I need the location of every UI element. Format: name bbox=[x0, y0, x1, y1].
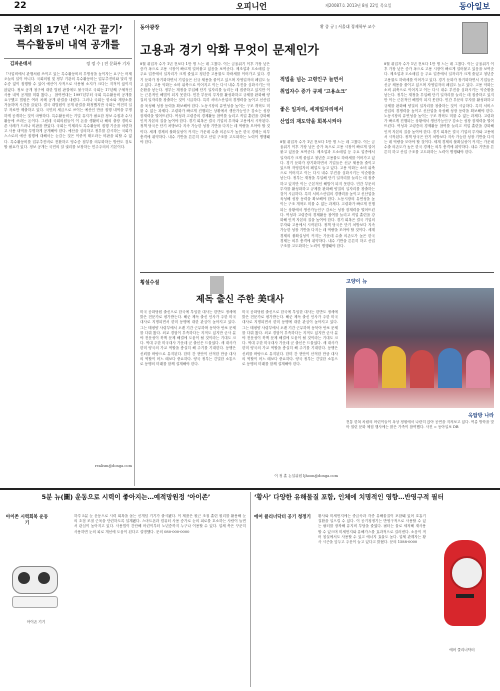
pullquote-line-2: 취업자수 증가 규제 ‘고용쇼크’ bbox=[280, 89, 347, 95]
product-image-1-caption: 아이존 기기 bbox=[26, 620, 46, 624]
left-column-body: 『사업비에서 관행처럼 쓰이고 있는 특수활동비의 투명성을 높이자는 요구는 어제오늘의 일이 아니다. 국회의원 및 정부 기관의 특수활동비는 업무추진비와 달리 영수증 없이 집행할 수 있어 예산이 사적으로 사용될 소지가 크다는 지적이 끊이지 않았다. 정보 공개 청구에 대한 법원 판결에도 불구하고 국회는 17년째 구체적인 사용 내역 공개를 미뤄 왔다.』 참여연대는 1997년부터 국회 특수활동비 공개를 요구했고 법원은 여러 차례 공개 판결을 내렸다. 그러나 국회는 항소와 재항소를 거듭하며 시간을 끌었다. 결국 대법원이 공개 판결을 확정했지만 국회는 여전히 일부 자료만 제출하고 있다. 국민의 세금으로 쓰이는 예산인 만큼 집행 내역을 투명하게 공개하는 것이 마땅하다. 특수활동비는 기밀 유지가 필요한 정보 수집과 수사 활동에 쓰라는 돈이다. 그런데 국회의원들이 이 돈을 생활비나 해외 출장 경비로 쓴 사례가 드러나 비판을 받았다. 국회는 이제라도 특수활동비 집행 기준을 마련하고 사용 내역을 투명하게 공개해야 한다. 예산을 심의하고 정부를 감시하는 국회가 스스로의 예산 집행에 대해서는 눈감는 것은 이중적 태도라는 비판을 피할 수 없다. 특수활동비를 업무추진비로 전환하고 영수증 첨부를 의무화하는 방안도 검토할 필요가 있다. 정보 공개는 국민의 알 권리를 보장하는 민주주의의 기본이다. bbox=[4, 72, 132, 149]
bottom-right-headline: ‘황사’ 다양한 유해물질 포함, 인체에 치명적인 영향…반영구적 필터 bbox=[254, 493, 444, 501]
sub-column-email: 이 정 훈 논설위원 ljhoon@donga.com bbox=[274, 474, 338, 478]
bottom-right-body: 황사와 미세먼지에는 중금속과 각종 유해물질이 포함돼 있어 호흡기 질환을 일으킬 수 있다. 이 공기청정기는 반영구적으로 사용할 수 있는 필터를 장착해 유지비 부담을 줄였다. 필터는 물로 세척해 재사용할 수 있으며 미세먼지와 유해가스를 효과적으로 걸러낸다. 소음이 적어 침실에서도 사용할 수 있고 에너지 효율도 높다. 업체 관계자는 황사 시즌을 앞두고 주문이 늘고 있다고 밝혔다. 문의 1588-0000 bbox=[318, 514, 426, 545]
bottom-right-sub: 에어 클리너닥터 공기 청정기 bbox=[254, 515, 311, 520]
main-body-col2: 8월 취업자 수가 1년 전보다 1만 명 느는 데 그쳤다. 이는 금융위기 이후 가장 낮은 증가 폭으로 고용 시장이 빠르게 얼어붙고 있음을 보여준다. 제조업과 도소매업 등 주요 업종에서 일자리가 크게 줄었고 청년층 고용률도 하락세를 이어가고 있다. 경기 둔화가 장기화하면서 기업들은 신규 채용을 줄이고 있으며 자영업자의 폐업도 늘고 있다. 고용 악화는 소비 위축으로 이어지고 이는 다시 내수 부진을 심화시키는 악순환을 낳는다. 정부는 재정을 투입해 단기 일자리를 늘리는 데 집중하고 있지만 이는 근본적인 해법이 되지 못한다. 민간 부문의 투자를 활성화하고 규제를 완화해 양질의 일자리를 창출하는 것이 시급하다. 특히 서비스산업의 경쟁력을 높이고 신산업을 육성해 성장 동력을 확보해야 한다. 노동시장의 유연성을 높이는 구조 개혁도 미룰 수 없는 과제다. 고령화가 빠르게 진행되는 상황에서 생산가능인구 감소는 성장 잠재력을 떨어뜨린다. 여성과 고령층의 경제활동 참여를 늘리고 직업 훈련을 강화해 인적 자본의 질을 높여야 한다. 경기 회복은 결국 기업의 투자와 고용에서 시작된다. 정책 당국은 단기 처방보다 지속 가능한 성장 기반을 다지는 데 역량을 모아야 할 것이다. 세계 경제의 불확실성이 커지는 가운데 수출 의존도가 높은 한국 경제는 외부 충격에 취약하다. 내수 기반을 튼튼히 하고 산업 구조를 고도화하는 노력이 병행돼야 한다. bbox=[280, 140, 375, 249]
sub-column bbox=[140, 276, 340, 484]
bottom-left-headline: 5분 뉴(圖) 운동으로 시력이 좋아지는…예적망원정 ‘아이존’ bbox=[41, 493, 211, 501]
main-headline: 고용과 경기 악화 무엇이 문제인가 bbox=[140, 43, 320, 57]
sub-column-author-photo bbox=[210, 276, 224, 294]
product-image-2-caption: 에어 클리너닥터 bbox=[449, 648, 475, 652]
bottom-right-article bbox=[254, 492, 496, 687]
left-column-tag: 김파운데서 bbox=[10, 62, 32, 67]
bottom-left-sub: 아이존 시력회복 운동기 bbox=[5, 515, 49, 526]
main-author: 황 종 규 | 서울대 경제학부 교수 bbox=[320, 24, 376, 29]
left-column-author: 정 정 수 | 전 문화부 기자 bbox=[86, 61, 130, 66]
pullquote-line-3: 좋은 일자리, 세계일자리에서 bbox=[280, 107, 344, 113]
news-photo bbox=[346, 288, 494, 408]
bottom-left-article bbox=[4, 492, 248, 687]
left-headline-2: 특수활동비 내역 공개를 bbox=[16, 40, 120, 51]
photo-caption: 전통 한복 차림의 어린이들이 옥상 정원에서 나란히 앉아 공연을 지켜보고 있다. 여름 방학을 맞아 열린 문화 체험 행사에는 많은 가족이 참여했다. 사진 = 동아일보 DB bbox=[346, 420, 494, 430]
issue-info: 제20087호 2013년 8월 22일 목요일 bbox=[325, 3, 392, 8]
pullquote-line-1: 적법을 넘는 고령인구 늘면서 bbox=[280, 77, 344, 83]
pullquote-line-4: 산업의 재도약을 회복시켜야 bbox=[280, 119, 342, 125]
main-body-col1: 8월 취업자 수가 1년 전보다 1만 명 느는 데 그쳤다. 이는 금융위기 이후 가장 낮은 증가 폭으로 고용 시장이 빠르게 얼어붙고 있음을 보여준다. 제조업과 도소매업 등 주요 업종에서 일자리가 크게 줄었고 청년층 고용률도 하락세를 이어가고 있다. 경기 둔화가 장기화하면서 기업들은 신규 채용을 줄이고 있으며 자영업자의 폐업도 늘고 있다. 고용 악화는 소비 위축으로 이어지고 이는 다시 내수 부진을 심화시키는 악순환을 낳는다. 정부는 재정을 투입해 단기 일자리를 늘리는 데 집중하고 있지만 이는 근본적인 해법이 되지 못한다. 민간 부문의 투자를 활성화하고 규제를 완화해 양질의 일자리를 창출하는 것이 시급하다. 특히 서비스산업의 경쟁력을 높이고 신산업을 육성해 성장 동력을 확보해야 한다. 노동시장의 유연성을 높이는 구조 개혁도 미룰 수 없는 과제다. 고령화가 빠르게 진행되는 상황에서 생산가능인구 감소는 성장 잠재력을 떨어뜨린다. 여성과 고령층의 경제활동 참여를 늘리고 직업 훈련을 강화해 인적 자본의 질을 높여야 한다. 경기 회복은 결국 기업의 투자와 고용에서 시작된다. 정책 당국은 단기 처방보다 지속 가능한 성장 기반을 다지는 데 역량을 모아야 할 것이다. 세계 경제의 불확실성이 커지는 가운데 수출 의존도가 높은 한국 경제는 외부 충격에 취약하다. 내수 기반을 튼튼히 하고 산업 구조를 고도화하는 노력이 병행돼야 한다. bbox=[140, 62, 270, 145]
main-body-col3: 8월 취업자 수가 1년 전보다 1만 명 느는 데 그쳤다. 이는 금융위기 이후 가장 낮은 증가 폭으로 고용 시장이 빠르게 얼어붙고 있음을 보여준다. 제조업과 도소매업 등 주요 업종에서 일자리가 크게 줄었고 청년층 고용률도 하락세를 이어가고 있다. 경기 둔화가 장기화하면서 기업들은 신규 채용을 줄이고 있으며 자영업자의 폐업도 늘고 있다. 고용 악화는 소비 위축으로 이어지고 이는 다시 내수 부진을 심화시키는 악순환을 낳는다. 정부는 재정을 투입해 단기 일자리를 늘리는 데 집중하고 있지만 이는 근본적인 해법이 되지 못한다. 민간 부문의 투자를 활성화하고 규제를 완화해 양질의 일자리를 창출하는 것이 시급하다. 특히 서비스산업의 경쟁력을 높이고 신산업을 육성해 성장 동력을 확보해야 한다. 노동시장의 유연성을 높이는 구조 개혁도 미룰 수 없는 과제다. 고령화가 빠르게 진행되는 상황에서 생산가능인구 감소는 성장 잠재력을 떨어뜨린다. 여성과 고령층의 경제활동 참여를 늘리고 직업 훈련을 강화해 인적 자본의 질을 높여야 한다. 경기 회복은 결국 기업의 투자와 고용에서 시작된다. 정책 당국은 단기 처방보다 지속 가능한 성장 기반을 다지는 데 역량을 모아야 할 것이다. 세계 경제의 불확실성이 커지는 가운데 수출 의존도가 높은 한국 경제는 외부 충격에 취약하다. 내수 기반을 튼튼히 하고 산업 구조를 고도화하는 노력이 병행돼야 한다. bbox=[384, 62, 494, 155]
photo-tag: 고양이 뉴 bbox=[346, 279, 368, 285]
left-headline-1: 국회의 17년 ‘시간 끌기’ bbox=[13, 25, 123, 36]
main-pullquote bbox=[280, 74, 375, 128]
left-column-email: realism@donga.com bbox=[94, 464, 132, 468]
newspaper-logo: 동아일보 bbox=[459, 2, 490, 11]
product-image-1 bbox=[6, 552, 66, 612]
author-photo bbox=[462, 22, 488, 54]
section-title: 오피니언 bbox=[236, 2, 267, 11]
bottom-left-body: 하루 5분 눈 운동으로 시력 회복을 돕는 신개념 기기가 출시됐다. 이 제품은 원근 조절 훈련 원리를 활용해 눈의 초점 조절 근육을 단련하도록 설계됐다. 스마트폰과 컴퓨터 사용 증가로 눈의 피로를 호소하는 사람이 늘면서 관심이 높아지고 있다. 사용법이 간단해 어린이부터 노년층까지 누구나 이용할 수 있다. 업체 측은 꾸준히 사용하면 눈의 피로 개선에 도움이 된다고 설명했다. 문의 080-000-0000 bbox=[74, 514, 246, 534]
product-image-2 bbox=[434, 532, 494, 642]
main-article bbox=[140, 20, 494, 270]
main-tag: 동아광장 bbox=[140, 25, 160, 31]
sub-column-tag: 횡설수설 bbox=[140, 280, 160, 286]
photo-caption-title: 옥탑방 나라 bbox=[468, 413, 494, 419]
sub-column-headline: 제독 출신 주한 美대사 bbox=[196, 295, 284, 305]
photo-block bbox=[346, 276, 494, 484]
sub-column-body-a: 미국 공화당원 출신으로 한국에 부임한 대사는 한반도 정세에 밝은 전문가로 평가받는다. 해군 제독 출신 인사가 주한 미국대사로 지명되면서 한미 동맹에 대한 관심이 높아지고 있다. 그는 태평양 사령부에서 오랜 기간 근무하며 동북아 안보 문제를 다뤄 왔다. 외교 경험이 부족하다는 지적도 있지만 군사 분야 전문성이 북핵 문제 해결에 도움이 될 것이라는 기대도 크다. 역대 주한 미국대사 가운데 군 출신은 드물었다. 새 대사가 한미 양국의 가교 역할을 충실히 해 주기를 기대한다. 동맹은 신뢰를 바탕으로 유지된다. 한미 간 현안이 산적한 만큼 대사의 역할이 어느 때보다 중요하다. 양국 정부는 긴밀한 소통으로 동맹의 미래를 함께 설계해야 한다. bbox=[140, 310, 236, 367]
sub-column-body-b: 미국 공화당원 출신으로 한국에 부임한 대사는 한반도 정세에 밝은 전문가로 평가받는다. 해군 제독 출신 인사가 주한 미국대사로 지명되면서 한미 동맹에 대한 관심이 높아지고 있다. 그는 태평양 사령부에서 오랜 기간 근무하며 동북아 안보 문제를 다뤄 왔다. 외교 경험이 부족하다는 지적도 있지만 군사 분야 전문성이 북핵 문제 해결에 도움이 될 것이라는 기대도 크다. 역대 주한 미국대사 가운데 군 출신은 드물었다. 새 대사가 한미 양국의 가교 역할을 충실히 해 주기를 기대한다. 동맹은 신뢰를 바탕으로 유지된다. 한미 간 현안이 산적한 만큼 대사의 역할이 어느 때보다 중요하다. 양국 정부는 긴밀한 소통으로 동맹의 미래를 함께 설계해야 한다. bbox=[242, 310, 338, 367]
page-header bbox=[0, 0, 500, 16]
left-column bbox=[4, 24, 132, 486]
page-number: 22 bbox=[14, 1, 27, 11]
